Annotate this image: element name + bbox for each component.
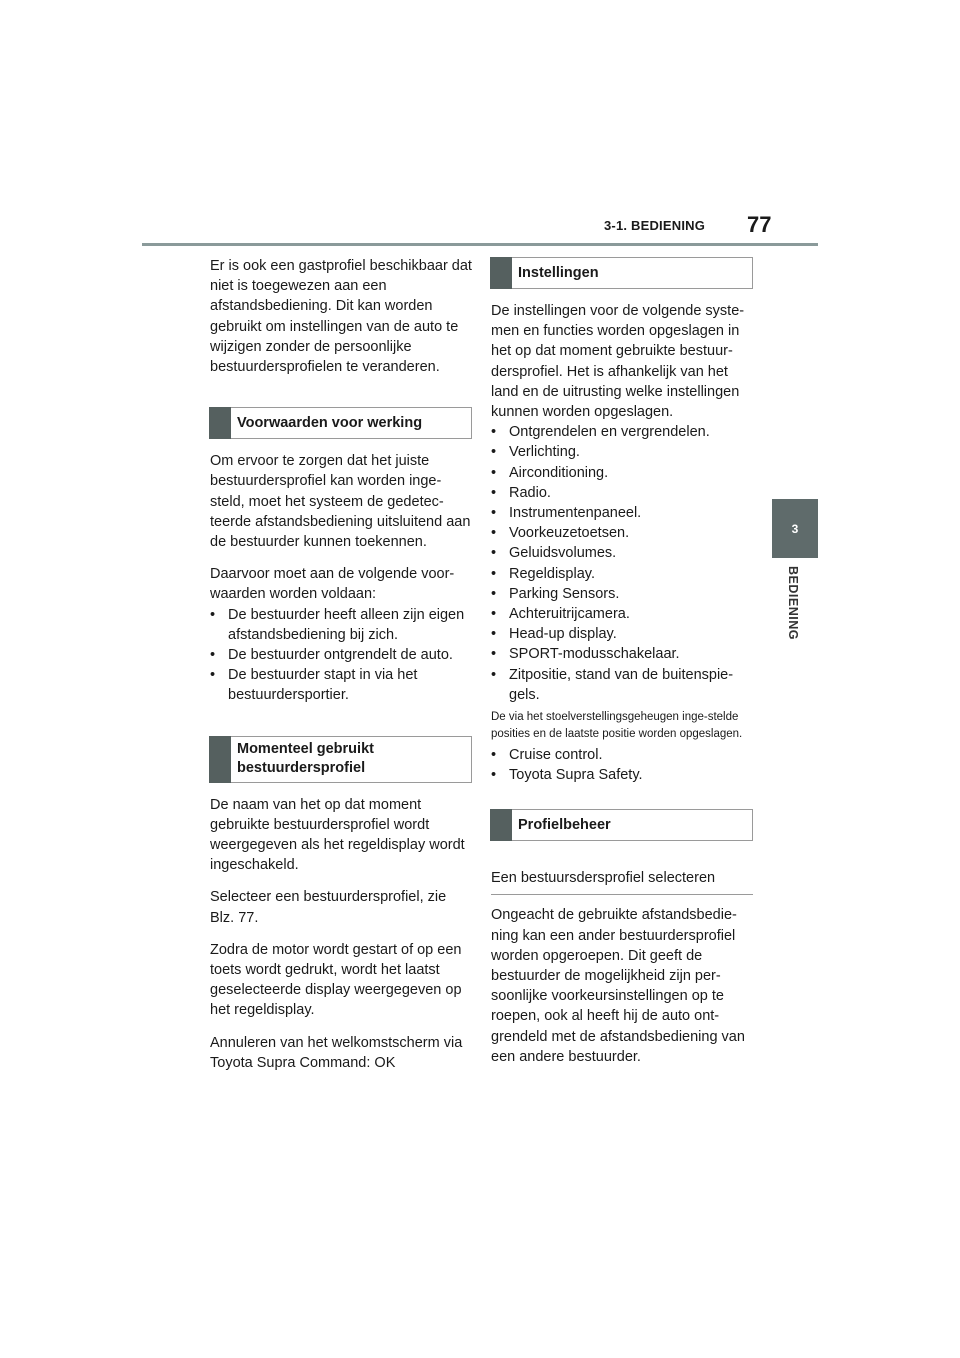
section-title: Instellingen <box>518 264 599 281</box>
list-item: • Cruise control. <box>491 745 753 765</box>
intro-paragraph: Er is ook een gastprofiel beschikbaar dat niet is toegewezen aan een afstandsbediening. Dit kan worden gebruikt om instellingen van de auto te wijzigen zonder de persoonlijke bestuurdersprofielen te veranderen. <box>210 258 472 376</box>
left-column <box>210 256 472 1085</box>
list-item: • SPORT-modusschakelaar. <box>491 644 753 664</box>
list-item: • Airconditioning. <box>491 463 753 483</box>
note-text: De via het stoelverstellingsgeheugen inge-stelde posities en de laatste positie worden opgeslagen. <box>491 711 743 741</box>
list-item: • Verlichting. <box>491 442 753 462</box>
section-marker <box>490 257 512 289</box>
section-title: Momenteel gebruikt bestuurdersprofiel <box>237 741 374 777</box>
list-item: • Ontgrendelen en vergrendelen. <box>491 422 753 442</box>
chapter-number: 3 <box>791 521 799 536</box>
list-item: • Head-up display. <box>491 624 753 644</box>
list-item: • Zitpositie, stand van de buitenspie-gels. <box>491 665 753 705</box>
paragraph: De naam van het op dat moment gebruikte bestuurdersprofiel wordt weergegeven als het regeldisplay wordt ingeschakeld. <box>210 796 465 874</box>
section-marker <box>209 407 231 439</box>
list-item: • Toyota Supra Safety. <box>491 765 753 785</box>
list-item: • Voorkeuzetoetsen. <box>491 523 753 543</box>
list-item: • Achteruitrijcamera. <box>491 604 753 624</box>
settings-list <box>491 422 753 705</box>
section-header-voorwaarden <box>209 407 472 439</box>
paragraph: De instellingen voor de volgende syste-men en functies worden opgeslagen in het op dat moment gebruikte bestuur-dersprofiel. Het is afhankelijk van het land en de uitrusting welke instellingen kunnen worden opgeslagen. <box>491 303 745 421</box>
list-item: • De bestuurder ontgrendelt de auto. <box>210 645 472 665</box>
paragraph: Ongeacht de gebruikte afstandsbedie-ning kan een ander bestuurdersprofiel worden opgeroepen. Dit geeft de bestuurder de mogelijkheid zijn per-soonlijke voorkeursinstellingen op te roepen, ook al heeft hij de auto ont-grendeld met de afstandsbediening van een andere bestuurder. <box>491 907 745 1065</box>
section-title: Voorwaarden voor werking <box>237 414 423 431</box>
right-column <box>491 257 753 1079</box>
list-item: • De bestuurder heeft alleen zijn eigen afstandsbediening bij zich. <box>210 605 472 645</box>
paragraph: Zodra de motor wordt gestart of op een toets wordt gedrukt, wordt het laatst geselecteerde display weergegeven op het regeldisplay. <box>210 941 462 1019</box>
section-header-profielbeheer <box>490 809 753 841</box>
paragraph: Annuleren van het welkomstscherm via Toyota Supra Command: OK <box>210 1034 463 1071</box>
list-item: • Regeldisplay. <box>491 564 753 584</box>
list-item: • Radio. <box>491 483 753 503</box>
subsection-title: Een bestuursdersprofiel selecteren <box>491 853 753 895</box>
list-item: • De bestuurder stapt in via het bestuurdersportier. <box>210 665 472 705</box>
page-number: 77 <box>747 212 772 237</box>
settings-list-2 <box>491 745 753 785</box>
section-marker <box>490 809 512 841</box>
chapter-label: BEDIENING <box>786 566 800 640</box>
list-item: • Parking Sensors. <box>491 584 753 604</box>
chapter-tab <box>772 499 818 558</box>
section-header: 3-1. BEDIENING <box>604 218 706 233</box>
section-title: Profielbeheer <box>518 816 611 833</box>
paragraph: Selecteer een bestuurdersprofiel, zie Blz. 77. <box>210 889 447 926</box>
section-header-instellingen <box>490 257 753 289</box>
list-item: • Instrumentenpaneel. <box>491 503 753 523</box>
section-marker <box>209 736 231 783</box>
conditions-list <box>210 605 472 706</box>
paragraph: Om ervoor te zorgen dat het juiste bestuurdersprofiel kan worden inge-steld, moet het systeem de gedetec-teerde afstandsbediening uitsluitend aan de bestuurder kunnen toekennen. <box>210 453 471 551</box>
list-item: • Geluidsvolumes. <box>491 543 753 563</box>
header-divider <box>142 243 818 246</box>
paragraph: Daarvoor moet aan de volgende voor-waarden worden voldaan: <box>210 566 455 603</box>
section-header-momenteel <box>209 736 472 783</box>
